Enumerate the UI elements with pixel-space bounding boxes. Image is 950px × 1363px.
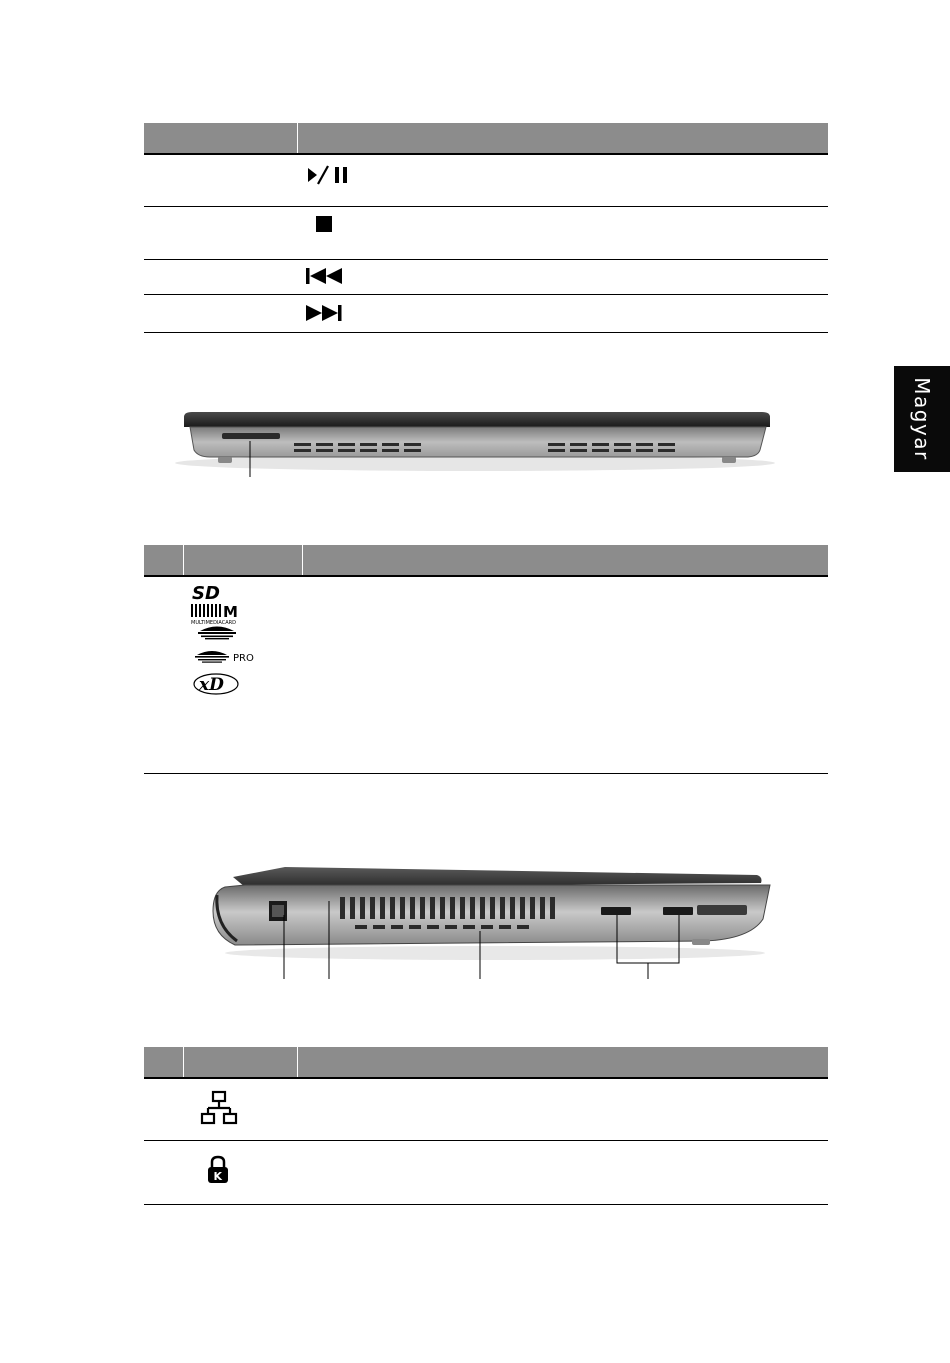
svg-text:SD: SD: [192, 583, 220, 603]
play-pause-icon: [306, 164, 354, 186]
header-divider: [183, 545, 184, 575]
previous-track-icon: [306, 268, 346, 284]
stop-icon: [316, 216, 332, 232]
sd-card-icon: [190, 583, 230, 603]
header-divider: [297, 123, 298, 153]
memory-stick-icon: [196, 624, 238, 640]
memory-stick-pro-icon: [194, 648, 260, 664]
table-rule: [144, 332, 828, 333]
network-icon: [200, 1090, 240, 1126]
header-divider: [297, 1047, 298, 1077]
table-rule: [144, 773, 828, 774]
table-rule: [144, 206, 828, 207]
language-tab-label: Magyar: [910, 377, 934, 461]
table-rule: [144, 575, 828, 577]
header-divider: [302, 545, 303, 575]
pro-logo-text: PRO: [233, 653, 254, 664]
table-rule: [144, 1077, 828, 1079]
mmc-logo-text: MULTIMEDIACARD: [191, 620, 236, 625]
kensington-lock-icon: [206, 1155, 230, 1185]
media-keys-table-header: [144, 123, 828, 153]
table-rule: [144, 259, 828, 260]
xd-logo-text: xD: [199, 675, 224, 695]
laptop-front-view: [170, 405, 790, 485]
language-tab: [894, 366, 950, 472]
multimediacard-icon: [190, 603, 242, 625]
table-rule: [144, 1140, 828, 1141]
next-track-icon: [306, 305, 346, 321]
left-table-header: [144, 1047, 828, 1077]
table-rule: [144, 294, 828, 295]
laptop-left-view: [205, 855, 775, 985]
table-rule: [144, 1204, 828, 1205]
svg-text:M: M: [223, 603, 238, 621]
xd-picture-card-icon: [193, 672, 243, 696]
header-divider: [183, 1047, 184, 1077]
table-rule: [144, 153, 828, 155]
lock-glyph: K: [213, 1170, 223, 1183]
front-table-header: [144, 545, 828, 575]
